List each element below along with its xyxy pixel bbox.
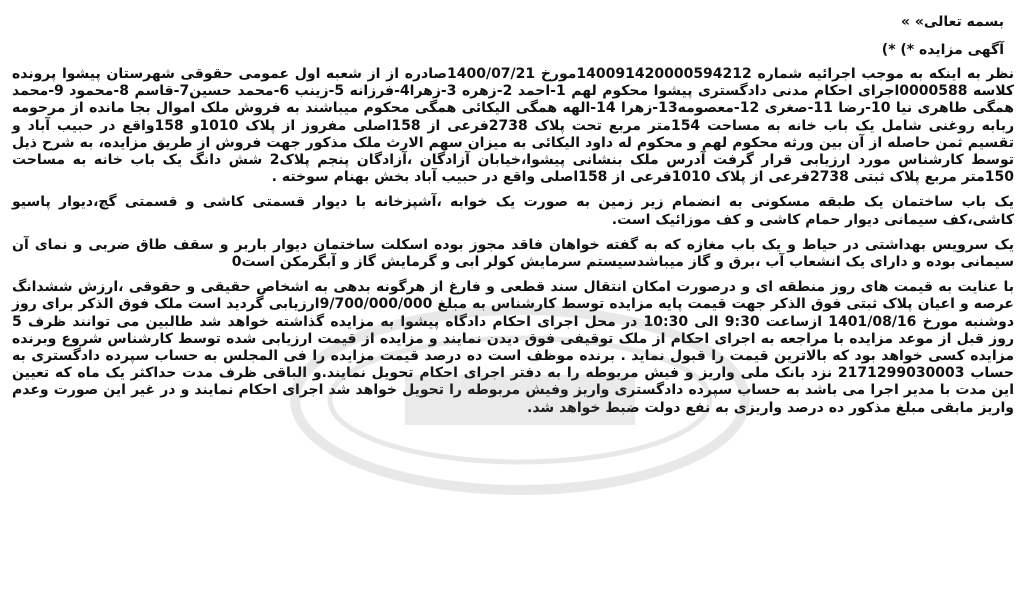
paragraph-intro: نظر به اینکه به موجب اجرائیه شماره 140091420000594212مورخ 1400/07/21صادره از از شعبه اول عمومی حقوقی شهرستان پیشوا پرونده کلاسه 0000588اجرای احکام مدنی دادگستری پیشوا محکوم لهم 1-احمد 2-زهره 3-زهرا4-فرزانه 5-زینب 6-محمد حسین7-قاسم 8-محمود 9-محمد همگی طاهری نیا 10-رضا 11-صغری 12-معصومه13-زهرا 14-الهه همگی الیکائی همگی محکوم میباشند به فروش ملک اموال بجا مانده از مرحومه ربابه روغنی شامل یک باب خانه به مساحت 154متر مربع تحت پلاک 2738فرعی از 158اصلی مفروز از پلاک 1010و 158واقع در حبیب آباد و تقسیم ثمن حاصله از آن بین ورثه محکوم لهم و محکوم له داود الیکائی به میزان سهم الارث ملک مذکور جهت فروش از طریق مزایده، به شرح ذیل توسط کارشناس مورد ارزیابی قرار گرفت آدرس ملک بنشانی پیشوا،خیابان آزادگان ،آزادگان پنجم پلاک2 شش دانگ یک باب خانه به مساحت 150متر مربع پلاک ثبتی 2738فرعی از پلاک 1010فرعی از 158اصلی واقع در حبیب آباد بخش بهنام سوخته .: [12, 66, 1015, 186]
header-basmala: بسمه تعالی» »: [900, 14, 1004, 30]
paragraph-building: یک باب ساختمان یک طبقه مسکونی به انضمام زیر زمین به صورت یک خوابه ،آشپزخانه با دیوار قسمتی کاشی و قسمتی گچ،دیوار پاسیو کاشی،کف سیمانی دیوار حمام کاشی و کف موزائیک است.: [12, 194, 1014, 228]
paragraph-auction-terms: با عنایت به قیمت های روز منطقه ای و درصورت امکان انتقال سند قطعی و فارغ از هرگونه بدهی به اشخاص حقیقی و حقوقی ،ارزش ششدانگ عرصه و اعیان پلاک ثبتی فوق الذکر جهت قیمت پایه مزایده توسط کارشناس به مبلغ 9/700/000/000ارزیابی گردید است ملک فوق الذکر برای روز دوشنبه مورخ 1401/08/16 ازساعت 9:30 الی 10:30 در محل اجرای احکام دادگاه پیشوا به مزایده گذاشته خواهد شد طالبین می توانند ظرف 5 روز قبل از موعد مزایده با مراجعه به اجرای احکام از ملک توقیفی فوق دیدن نمایند و مزایده از قیمت ارزیابی شده توسط کارشناس شروع وبرنده مزایده کسی خواهد بود که بالاترین قیمت را قبول نماید . برنده موظف است ده درصد قیمت مزایده را فی المجلس به حساب سپرده دادگستری به حساب 2171299030003 نزد بانک ملی واریز و فیش مربوطه را به دفتر اجرای احکام تحویل نمایند.و الباقی ظرف مدت حداکثر یک ماه که تعیین این مدت با مدیر اجرا می باشد به حساب سپرده دادگستری واریز وفیش مربوطه را تحویل خواهد شد اجرای احکام نمایند و در غیر این صورت وعدم واریز مابقی مبلغ مذکور ده درصد واریزی به نفع دولت ضبط خواهد شد.: [12, 279, 1015, 416]
paragraph-services: یک سرویس بهداشتی در حیاط و یک باب مغازه که به گفته خواهان فاقد مجوز بوده اسکلت ساختمان دیوار باربر و سقف طاق ضربی و نمای آن سیمانی بوده و دارای یک انشعاب آب ،برق و گاز میباشدسیستم سرمایش کولر ابی و گرمایش گاز و آبگرمکن است0: [12, 236, 1014, 271]
header-title: آگهی مزایده *) *): [881, 42, 1004, 58]
